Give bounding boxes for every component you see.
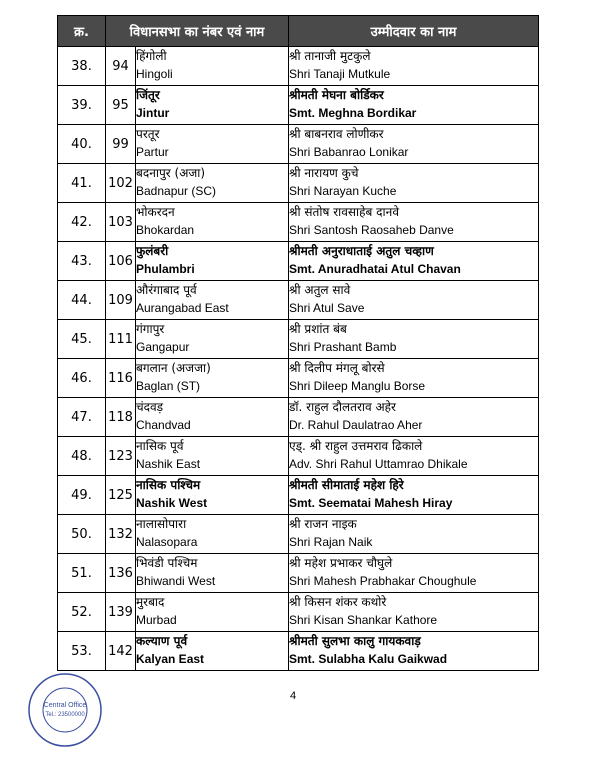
table-row (58, 203, 539, 242)
constituency-english: Bhokardan (136, 223, 195, 237)
table-row (58, 47, 539, 86)
candidate-hindi: श्री किसन शंकर कथोरे (289, 595, 387, 609)
stamp-line3: Tel.: 23500000 (45, 712, 85, 718)
constituency-hindi: बगलान (अजजा) (136, 361, 211, 375)
constituency-english: Murbad (136, 613, 177, 627)
constituency-english: Nashik West (136, 496, 208, 510)
serial-number: 46. (58, 359, 106, 398)
serial-number: 52. (58, 593, 106, 632)
table-row (58, 632, 539, 671)
candidate-hindi: श्री बाबनराव लोणीकर (289, 127, 384, 141)
constituency-english: Badnapur (SC) (136, 184, 217, 198)
constituency-hindi: फुलंबरी (136, 244, 169, 258)
serial-number: 53. (58, 632, 106, 671)
candidate-name (289, 164, 539, 203)
page-number: 4 (290, 690, 297, 702)
constituency-number: 94 (106, 47, 136, 86)
candidate-english: Shri Tanaji Mutkule (289, 67, 391, 81)
constituency-english: Phulambri (136, 262, 195, 276)
candidate-hindi: श्री अतुल सावे (289, 283, 351, 297)
table-row (58, 359, 539, 398)
constituency-number: 118 (106, 398, 136, 437)
candidate-english: Shri Atul Save (289, 301, 365, 315)
constituency-hindi: नासिक पूर्व (136, 439, 184, 453)
constituency-english: Bhiwandi West (136, 574, 216, 588)
candidate-english: Shri Santosh Raosaheb Danve (289, 223, 454, 237)
candidate-hindi: श्री संतोष रावसाहेब दानवे (289, 205, 399, 219)
constituency-hindi: गंगापुर (136, 322, 165, 336)
candidate-name (289, 281, 539, 320)
constituency-name (136, 203, 289, 242)
candidate-name (289, 47, 539, 86)
candidate-english: Smt. Meghna Bordikar (289, 106, 417, 120)
serial-number: 49. (58, 476, 106, 515)
serial-number: 51. (58, 554, 106, 593)
constituency-number: 132 (106, 515, 136, 554)
constituency-number: 123 (106, 437, 136, 476)
constituency-name (136, 242, 289, 281)
candidate-name (289, 359, 539, 398)
constituency-english: Chandvad (136, 418, 191, 432)
constituency-number: 142 (106, 632, 136, 671)
candidate-name (289, 632, 539, 671)
candidate-english: Shri Dileep Manglu Borse (289, 379, 426, 393)
candidate-name (289, 320, 539, 359)
candidate-hindi: श्रीमती सीमाताई महेश हिरे (289, 478, 404, 492)
constituency-name (136, 632, 289, 671)
constituency-number: 111 (106, 320, 136, 359)
candidate-table (57, 15, 539, 671)
serial-number: 44. (58, 281, 106, 320)
candidate-hindi: श्री प्रशांत बंब (289, 322, 347, 336)
candidate-hindi: श्रीमती अनुराधाताई अतुल चव्हाण (289, 244, 434, 258)
constituency-number: 106 (106, 242, 136, 281)
constituency-hindi: नालासोपारा (136, 517, 187, 531)
constituency-name (136, 86, 289, 125)
candidate-english: Smt. Sulabha Kalu Gaikwad (289, 652, 448, 666)
header-candidate: उम्मीदवार का नाम (289, 16, 539, 47)
constituency-english: Partur (136, 145, 169, 159)
header-constituency: विधानसभा का नंबर एवं नाम (106, 16, 289, 47)
candidate-hindi: श्रीमती मेघना बोर्डिकर (289, 88, 384, 102)
constituency-name (136, 320, 289, 359)
candidate-hindi: श्री राजन नाइक (289, 517, 357, 531)
candidate-english: Shri Narayan Kuche (289, 184, 397, 198)
constituency-name (136, 164, 289, 203)
table-row (58, 398, 539, 437)
serial-number: 48. (58, 437, 106, 476)
candidate-english: Shri Kisan Shankar Kathore (289, 613, 438, 627)
candidate-hindi: डॉ. राहुल दौलतराव अहेर (289, 400, 396, 414)
constituency-english: Kalyan East (136, 652, 205, 666)
constituency-english: Hingoli (136, 67, 173, 81)
table-row (58, 320, 539, 359)
table-row (58, 593, 539, 632)
constituency-english: Jintur (136, 106, 170, 120)
constituency-hindi: हिंगोली (136, 49, 167, 63)
candidate-english: Shri Rajan Naik (289, 535, 373, 549)
candidate-name (289, 86, 539, 125)
table-row (58, 242, 539, 281)
candidate-name (289, 203, 539, 242)
serial-number: 41. (58, 164, 106, 203)
candidate-hindi: श्रीमती सुलभा कालु गायकवाड़ (289, 634, 421, 648)
constituency-name (136, 554, 289, 593)
constituency-hindi: भोकरदन (136, 205, 175, 219)
serial-number: 47. (58, 398, 106, 437)
candidate-name (289, 437, 539, 476)
table-header (58, 16, 539, 47)
constituency-hindi: नासिक पश्चिम (136, 478, 201, 492)
table-row (58, 86, 539, 125)
candidate-hindi: श्री तानाजी मुटकुले (289, 49, 371, 63)
constituency-number: 139 (106, 593, 136, 632)
candidate-name (289, 554, 539, 593)
serial-number: 42. (58, 203, 106, 242)
header-sl: क्र. (58, 16, 106, 47)
constituency-hindi: कल्याण पूर्व (136, 634, 188, 648)
constituency-hindi: चंदवड़ (136, 400, 164, 414)
candidate-english: Adv. Shri Rahul Uttamrao Dhikale (289, 457, 468, 471)
candidate-name (289, 476, 539, 515)
constituency-name (136, 281, 289, 320)
constituency-english: Nalasopara (136, 535, 198, 549)
constituency-number: 116 (106, 359, 136, 398)
table-row (58, 437, 539, 476)
serial-number: 39. (58, 86, 106, 125)
candidate-hindi: श्री दिलीप मंगलू बोरसे (289, 361, 385, 375)
constituency-hindi: भिवंडी पश्चिम (136, 556, 198, 570)
constituency-number: 136 (106, 554, 136, 593)
candidate-english: Smt. Anuradhatai Atul Chavan (289, 262, 461, 276)
table-row (58, 515, 539, 554)
serial-number: 45. (58, 320, 106, 359)
constituency-name (136, 476, 289, 515)
constituency-name (136, 359, 289, 398)
table-row (58, 164, 539, 203)
constituency-english: Baglan (ST) (136, 379, 201, 393)
constituency-name (136, 437, 289, 476)
candidate-name (289, 398, 539, 437)
stamp-line2: Central Office (43, 702, 87, 709)
serial-number: 50. (58, 515, 106, 554)
constituency-number: 103 (106, 203, 136, 242)
candidate-hindi: श्री नारायण कुचे (289, 166, 359, 180)
constituency-hindi: जिंतूर (136, 88, 160, 102)
constituency-name (136, 398, 289, 437)
candidate-name (289, 515, 539, 554)
candidate-english: Shri Prashant Bamb (289, 340, 397, 354)
constituency-number: 125 (106, 476, 136, 515)
constituency-english: Gangapur (136, 340, 190, 354)
constituency-name (136, 125, 289, 164)
constituency-english: Nashik East (136, 457, 201, 471)
serial-number: 38. (58, 47, 106, 86)
constituency-name (136, 593, 289, 632)
candidate-english: Dr. Rahul Daulatrao Aher (289, 418, 423, 432)
table-row (58, 281, 539, 320)
constituency-number: 95 (106, 86, 136, 125)
candidate-english: Shri Babanrao Lonikar (289, 145, 409, 159)
table-row (58, 554, 539, 593)
candidate-name (289, 125, 539, 164)
constituency-number: 102 (106, 164, 136, 203)
serial-number: 40. (58, 125, 106, 164)
constituency-hindi: मुरबाद (136, 595, 165, 609)
constituency-name (136, 515, 289, 554)
constituency-number: 109 (106, 281, 136, 320)
party-stamp (10, 670, 120, 750)
serial-number: 43. (58, 242, 106, 281)
candidate-hindi: एड्. श्री राहुल उत्तमराव ढिकाले (289, 439, 423, 453)
candidate-name (289, 593, 539, 632)
constituency-hindi: परतूर (136, 127, 160, 141)
candidate-name (289, 242, 539, 281)
constituency-hindi: औरंगाबाद पूर्व (136, 283, 197, 297)
constituency-number: 99 (106, 125, 136, 164)
candidate-hindi: श्री महेश प्रभाकर चौघुले (289, 556, 393, 570)
table-row (58, 125, 539, 164)
candidate-english: Shri Mahesh Prabhakar Choughule (289, 574, 477, 588)
constituency-hindi: बदनापुर (अजा) (136, 166, 206, 180)
candidate-english: Smt. Seematai Mahesh Hiray (289, 496, 453, 510)
constituency-english: Aurangabad East (136, 301, 229, 315)
constituency-name (136, 47, 289, 86)
table-row (58, 476, 539, 515)
